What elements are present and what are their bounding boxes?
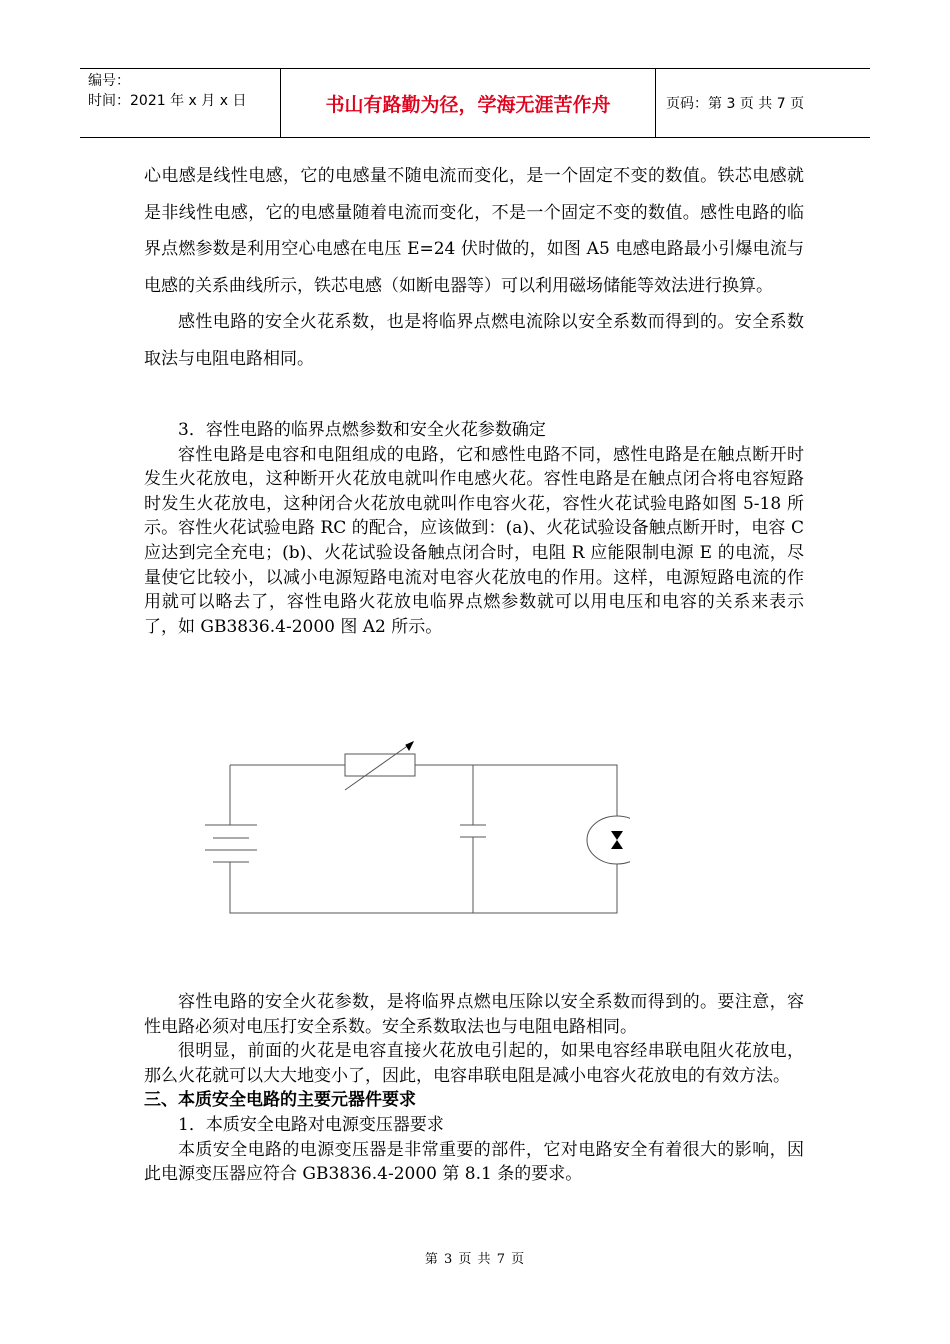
paragraph-capacitive: 容性电路是电容和电阻组成的电路，它和感性电路不同，感性电路是在触点断开时发生火花放电，这种断开火花放电就叫作电感火花。容性电路是在触点闭合将电容短路时发生火花放电，这种闭合火花放电就叫作电容火花，容性火花试验电路如图 5-18 所示。容性火花试验电路 RC 的配合，应该做到：(a)、火花试验设备触点断开时，电容 C 应达到完全充电；(b)、火花试验设备触点闭合时，电阻 R 应能限制电源 E 的电流，尽量使它比较小，以减小电源短路电流对电容火花放电的作用。这样，电源短路电流的作用就可以略去了，容性电路火花放电临界点燃参数就可以用电压和电容的关系来表示了，如 GB3836.4-2000 图 A2 所示。 — [144, 444, 804, 637]
number-label: 编号： — [88, 73, 130, 89]
section-capacitive — [144, 418, 804, 639]
section-inductive — [144, 158, 804, 378]
section-components — [144, 990, 804, 1187]
motto: 书山有路勤为径，学海无涯苦作舟 — [280, 69, 656, 137]
page-label: 页码：第 3 页 共 7 页 — [666, 96, 805, 112]
heading-capacitive: 3．容性电路的临界点燃参数和安全火花参数确定 — [178, 420, 546, 440]
subheading-transformer: 1．本质安全电路对电源变压器要求 — [178, 1114, 444, 1135]
spark-gap-icon — [587, 816, 630, 864]
paragraph-inductive-1: 心电感是线性电感，它的电感量不随电流而变化，是一个固定不变的数值。铁芯电感就是非线性电感，它的电感量随着电流而变化，不是一个固定不变的数值。感性电路的临界点燃参数是利用空心电感在电压 E=24 伏时做的，如图 A5 电感电路最小引爆电流与电感的关系曲线所示，铁芯电感（如断电器等）可以利用磁场储能等效法进行换算。 — [144, 166, 804, 296]
page-footer: 第 3 页 共 7 页 — [424, 1252, 526, 1267]
paragraph-transformer: 本质安全电路的电源变压器是非常重要的部件，它对电路安全有着很大的影响，因此电源变压器应符合 GB3836.4-2000 第 8.1 条的要求。 — [144, 1139, 804, 1185]
time-label: 时间：2021 年 x 月 x 日 — [88, 93, 247, 109]
circuit-wires — [230, 765, 617, 913]
heading-main-components: 三、本质安全电路的主要元器件要求 — [144, 1090, 416, 1111]
resistor-adjust-arrow — [345, 742, 413, 790]
paragraph-inductive-2: 感性电路的安全火花系数，也是将临界点燃电流除以安全系数而得到的。安全系数取法与电阻电路相同。 — [144, 312, 804, 369]
paragraph-capacitive-safety: 容性电路的安全火花参数，是将临界点燃电压除以安全系数而得到的。要注意，容性电路必须对电压打安全系数。安全系数取法也与电阻电路相同。 — [144, 992, 804, 1037]
capacitor-icon — [460, 825, 486, 837]
battery-icon — [205, 825, 257, 862]
page-header — [80, 68, 870, 138]
paragraph-series-resistor: 很明显，前面的火花是电容直接火花放电引起的，如果电容经串联电阻火花放电，那么火花就可以大大地变小了，因此，电容串联电阻是减小电容火花放电的有效方法。 — [144, 1041, 804, 1086]
capacitive-spark-test-circuit — [195, 730, 630, 925]
header-left-cell — [80, 69, 280, 137]
